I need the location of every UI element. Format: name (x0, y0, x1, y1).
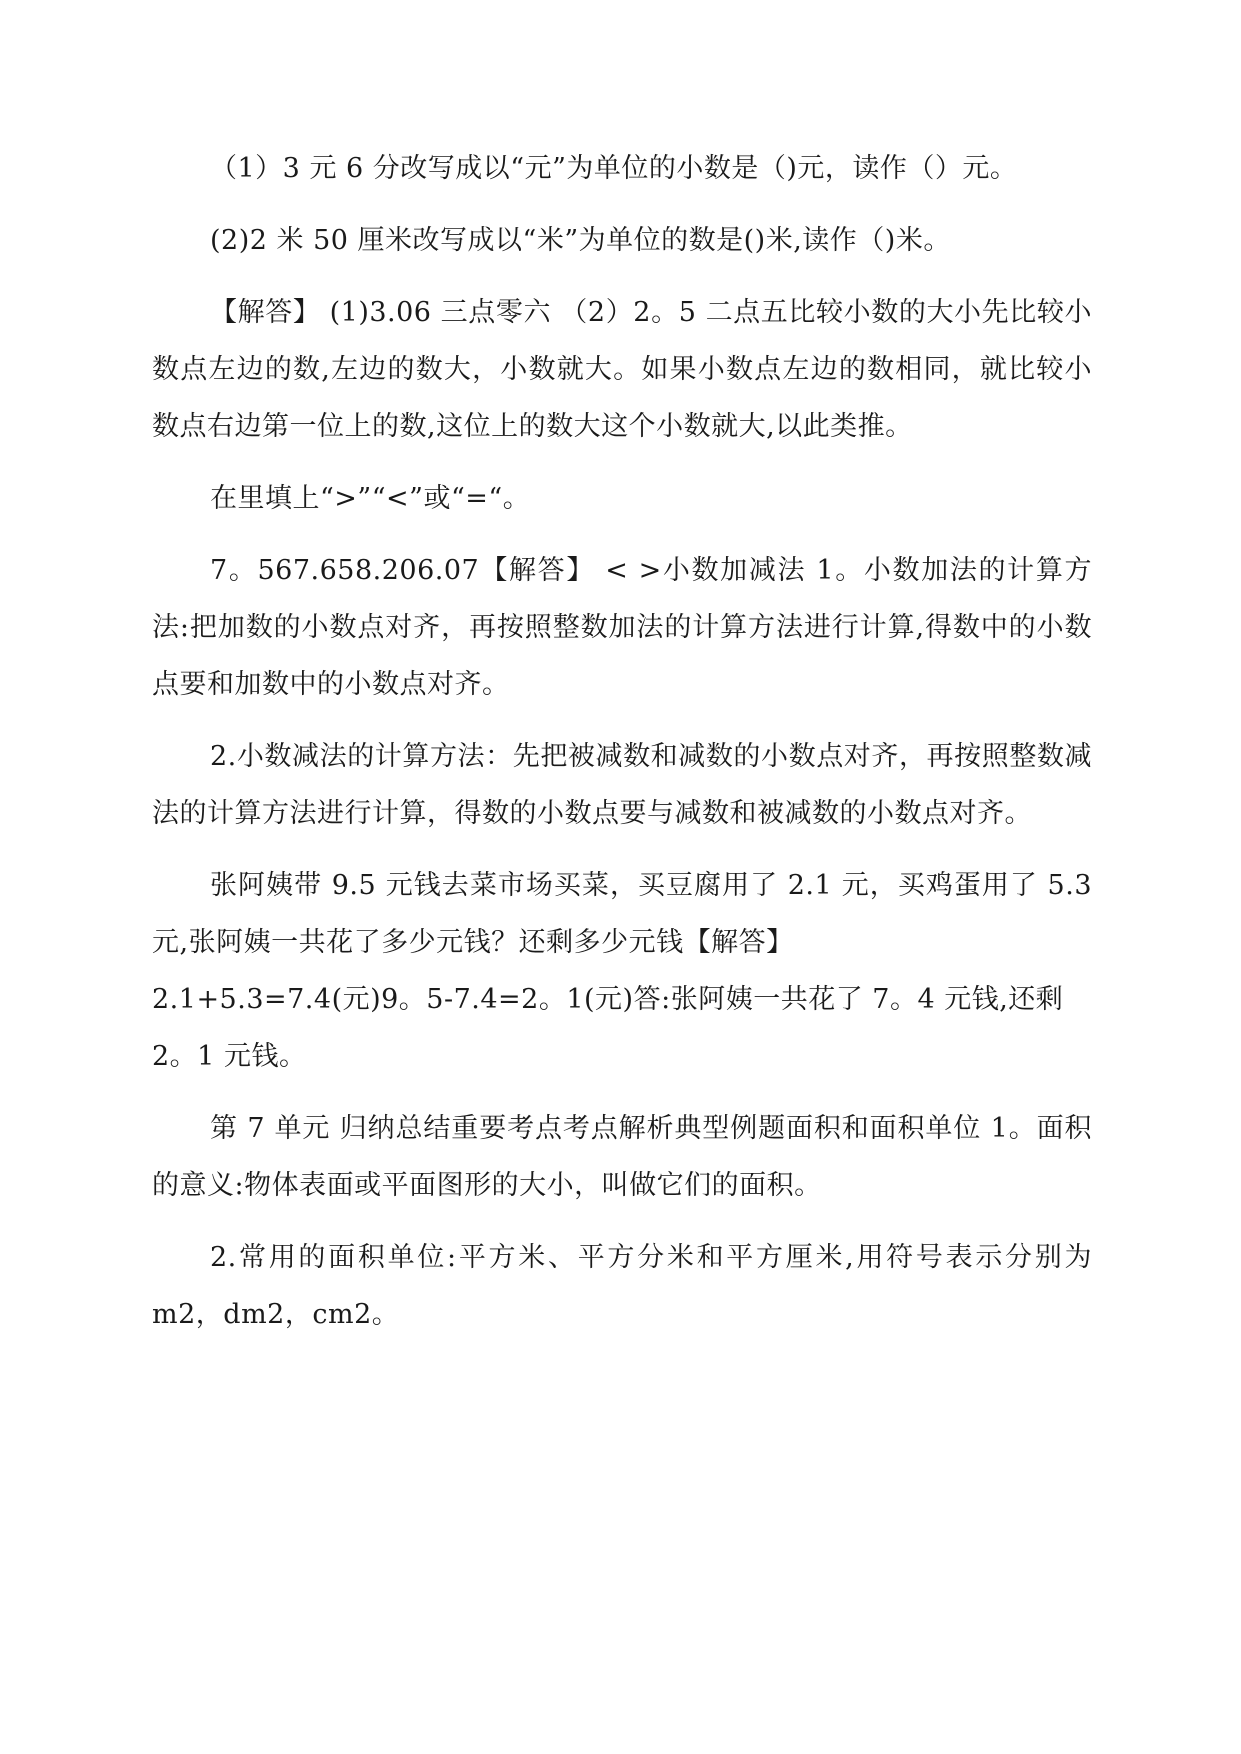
fill-in-instruction: 在里填上“>”“<”或“=“。 (210, 483, 531, 514)
word-problem-answer: 2.1+5.3=7.4(元)9。5-7.4=2。1(元)答:张阿姨一共花了 7。4 元钱,还剩 2。1 元钱。 (152, 984, 1064, 1072)
answer-decimal-comparison: 【解答】 (1)3.06 三点零六 （2）2。5 二点五比较小数的大小先比较小数点左边的数,左边的数大，小数就大。如果小数点左边的数相同，就比较小数点右边第一位上的数,这位上的数大这个小数就大,以此类推。 (152, 297, 1092, 442)
word-problem: 张阿姨带 9.5 元钱去菜市场买菜，买豆腐用了 2.1 元，买鸡蛋用了 5.3 元,张阿姨一共花了多少元钱？还剩多少元钱【解答】 (152, 870, 1092, 958)
document-page (152, 140, 1092, 1358)
unit-7-summary: 第 7 单元 归纳总结重要考点考点解析典型例题面积和面积单位 1。面积的意义:物体表面或平面图形的大小，叫做它们的面积。 (152, 1113, 1092, 1201)
area-units: 2.常用的面积单位:平方米、平方分米和平方厘米,用符号表示分别为 m2，dm2，cm2。 (152, 1242, 1092, 1330)
decimal-subtraction-rule: 2.小数减法的计算方法：先把被减数和减数的小数点对齐，再按照整数减法的计算方法进行计算，得数的小数点要与减数和被减数的小数点对齐。 (152, 741, 1092, 829)
answer-decimal-addition: 7。567.658.206.07【解答】 < >小数加减法 1。小数加法的计算方法:把加数的小数点对齐，再按照整数加法的计算方法进行计算,得数中的小数点要和加数中的小数点对齐。 (152, 555, 1092, 700)
question-2: (2)2 米 50 厘米改写成以“米”为单位的数是()米,读作（)米。 (210, 225, 951, 256)
question-1: （1）3 元 6 分改写成以“元”为单位的小数是（)元，读作（）元。 (210, 153, 1018, 184)
